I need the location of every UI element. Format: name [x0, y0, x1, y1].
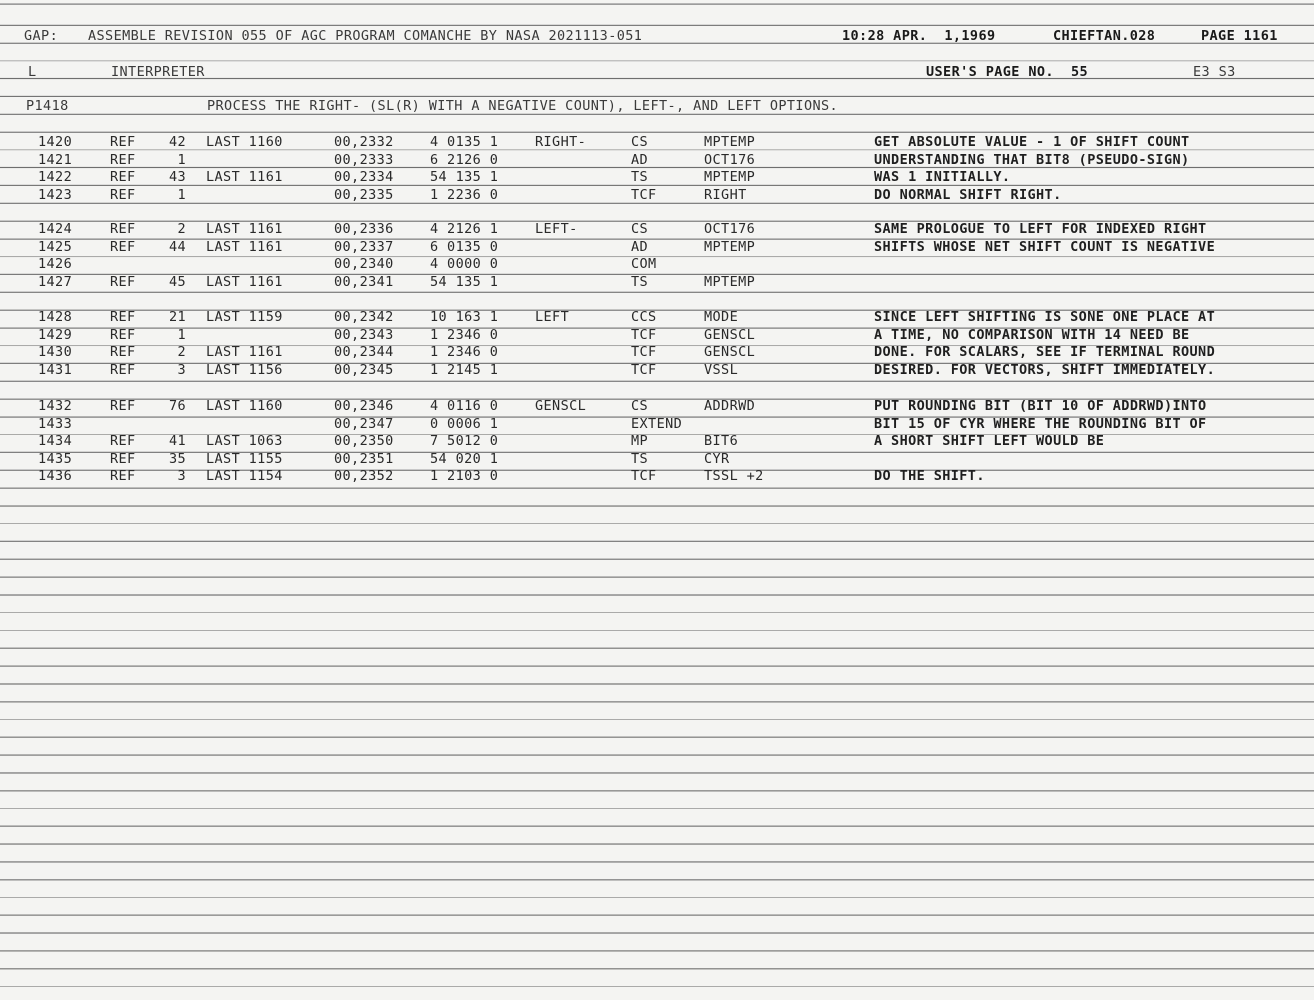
ref-count: 3 [177, 361, 186, 378]
line-number: 1433 [38, 415, 73, 432]
line-number: 1423 [38, 186, 73, 203]
header-page: PAGE 1161 [1201, 28, 1278, 44]
ref-label: REF [110, 450, 136, 467]
ref-label: REF [110, 134, 136, 150]
ref-count: 45 [168, 273, 186, 290]
ref-count: 1 [177, 186, 186, 203]
opcode: TCF [631, 326, 657, 343]
comment: WAS 1 INITIALLY. [874, 169, 1011, 186]
last-ref: LAST 1161 [206, 344, 283, 361]
line-number: 1431 [38, 361, 73, 378]
operand: MPTEMP [704, 169, 756, 186]
operand: VSSL [704, 361, 739, 378]
listing-row [0, 397, 1314, 415]
octal-code: 4 0116 0 [430, 398, 499, 414]
line-number: 1424 [38, 221, 73, 237]
comment: SINCE LEFT SHIFTING IS SONE ONE PLACE AT [874, 309, 1216, 325]
listing-row [0, 343, 1314, 361]
address: 00,2340 [334, 256, 394, 273]
address: 00,2342 [334, 309, 394, 325]
ref-label: REF [110, 344, 136, 361]
ref-label: REF [110, 273, 136, 290]
octal-code: 1 2103 0 [430, 468, 499, 485]
listing-row [0, 467, 1314, 485]
ref-count: 44 [168, 238, 186, 255]
opcode: AD [631, 238, 649, 255]
operand: OCT176 [704, 151, 756, 168]
address: 00,2346 [334, 398, 394, 414]
ref-count: 2 [177, 221, 186, 237]
section-codes: E3 S3 [1193, 64, 1236, 80]
opcode: TCF [631, 361, 657, 378]
ref-count: 43 [168, 169, 186, 186]
octal-code: 4 0135 1 [430, 134, 499, 150]
address: 00,2344 [334, 344, 394, 361]
listing-row [0, 186, 1314, 204]
listing-row [0, 326, 1314, 344]
ref-label: REF [110, 238, 136, 255]
listing-row [0, 432, 1314, 450]
last-ref: LAST 1161 [206, 238, 283, 255]
comment: A SHORT SHIFT LEFT WOULD BE [874, 433, 1105, 450]
address: 00,2351 [334, 450, 394, 467]
opcode: COM [631, 256, 657, 273]
opcode: EXTEND [631, 415, 683, 432]
listing-row [0, 308, 1314, 326]
octal-code: 54 020 1 [430, 450, 499, 467]
octal-code: 6 2126 0 [430, 151, 499, 168]
line-number: 1426 [38, 256, 73, 273]
symbol-label: LEFT [535, 309, 570, 325]
users-page: USER'S PAGE NO. 55 [926, 64, 1089, 80]
ref-count: 3 [177, 468, 186, 485]
comment: GET ABSOLUTE VALUE - 1 OF SHIFT COUNT [874, 134, 1190, 150]
octal-code: 54 135 1 [430, 273, 499, 290]
comment: UNDERSTANDING THAT BIT8 (PSEUDO-SIGN) [874, 151, 1190, 168]
header-row [0, 27, 1314, 45]
operand: ADDRWD [704, 398, 756, 414]
listing-row [0, 450, 1314, 468]
listing-row [0, 133, 1314, 151]
operand: CYR [704, 450, 730, 467]
ref-count: 35 [168, 450, 186, 467]
ref-label: REF [110, 186, 136, 203]
section-name: INTERPRETER [111, 64, 205, 80]
operand: BIT6 [704, 433, 739, 450]
opcode: CCS [631, 309, 657, 325]
last-ref: LAST 1156 [206, 361, 283, 378]
line-number: 1427 [38, 273, 73, 290]
line-number: 1435 [38, 450, 73, 467]
last-ref: LAST 1155 [206, 450, 283, 467]
address: 00,2336 [334, 221, 394, 237]
comment: DESIRED. FOR VECTORS, SHIFT IMMEDIATELY. [874, 361, 1216, 378]
listing-row [0, 238, 1314, 256]
listing-row [0, 361, 1314, 379]
opcode: TCF [631, 468, 657, 485]
opcode: TS [631, 169, 649, 186]
header-title: ASSEMBLE REVISION 055 OF AGC PROGRAM COMANCHE BY NASA 2021113-051 [88, 28, 643, 44]
header-prefix: GAP: [24, 28, 59, 44]
listing-type: L [28, 64, 37, 80]
operand: MPTEMP [704, 273, 756, 290]
last-ref: LAST 1063 [206, 433, 283, 450]
octal-code: 1 2145 1 [430, 361, 499, 378]
last-ref: LAST 1161 [206, 169, 283, 186]
ref-count: 1 [177, 326, 186, 343]
listing-row [0, 168, 1314, 186]
ref-label: REF [110, 361, 136, 378]
line-number: 1422 [38, 169, 73, 186]
line-number: 1432 [38, 398, 73, 414]
address: 00,2343 [334, 326, 394, 343]
octal-code: 1 2346 0 [430, 344, 499, 361]
opcode: CS [631, 134, 649, 150]
operand: TSSL +2 [704, 468, 764, 485]
line-number: 1430 [38, 344, 73, 361]
intro-row [0, 97, 1314, 115]
octal-code: 7 5012 0 [430, 433, 499, 450]
address: 00,2345 [334, 361, 394, 378]
subheader-row [0, 63, 1314, 81]
address: 00,2335 [334, 186, 394, 203]
ref-label: REF [110, 309, 136, 325]
listing-row [0, 255, 1314, 273]
ref-count: 41 [168, 433, 186, 450]
comment: SHIFTS WHOSE NET SHIFT COUNT IS NEGATIVE [874, 238, 1216, 255]
opcode: MP [631, 433, 649, 450]
symbol-label: GENSCL [535, 398, 587, 414]
operand: MODE [704, 309, 739, 325]
octal-code: 10 163 1 [430, 309, 499, 325]
address: 00,2332 [334, 134, 394, 150]
operand: OCT176 [704, 221, 756, 237]
address: 00,2347 [334, 415, 394, 432]
ref-label: REF [110, 468, 136, 485]
octal-code: 54 135 1 [430, 169, 499, 186]
comment: BIT 15 OF CYR WHERE THE ROUNDING BIT OF [874, 415, 1207, 432]
ref-label: REF [110, 151, 136, 168]
operand: GENSCL [704, 326, 756, 343]
address: 00,2341 [334, 273, 394, 290]
octal-code: 4 2126 1 [430, 221, 499, 237]
listing-row [0, 273, 1314, 291]
ref-label: REF [110, 326, 136, 343]
last-ref: LAST 1161 [206, 221, 283, 237]
operand: RIGHT [704, 186, 747, 203]
opcode: AD [631, 151, 649, 168]
ref-count: 1 [177, 151, 186, 168]
comment: SAME PROLOGUE TO LEFT FOR INDEXED RIGHT [874, 221, 1207, 237]
comment: A TIME, NO COMPARISON WITH 14 NEED BE [874, 326, 1190, 343]
address: 00,2333 [334, 151, 394, 168]
header-time: 10:28 APR. 1,1969 [842, 28, 996, 44]
last-ref: LAST 1159 [206, 309, 283, 325]
line-number: 1429 [38, 326, 73, 343]
symbol-label: LEFT- [535, 221, 578, 237]
comment: PUT ROUNDING BIT (BIT 10 OF ADDRWD)INTO [874, 398, 1207, 414]
symbol-label: RIGHT- [535, 134, 587, 150]
opcode: TS [631, 273, 649, 290]
last-ref: LAST 1154 [206, 468, 283, 485]
octal-code: 1 2236 0 [430, 186, 499, 203]
ref-label: REF [110, 398, 136, 414]
last-ref: LAST 1160 [206, 398, 283, 414]
header-build: CHIEFTAN.028 [1053, 28, 1156, 44]
octal-code: 6 0135 0 [430, 238, 499, 255]
line-number: 1420 [38, 134, 73, 150]
line-number: 1434 [38, 433, 73, 450]
opcode: TS [631, 450, 649, 467]
last-ref: LAST 1160 [206, 134, 283, 150]
ref-count: 76 [168, 398, 186, 414]
operand: MPTEMP [704, 134, 756, 150]
last-ref: LAST 1161 [206, 273, 283, 290]
intro-text: PROCESS THE RIGHT- (SL(R) WITH A NEGATIVE COUNT), LEFT-, AND LEFT OPTIONS. [207, 98, 839, 114]
ref-count: 42 [168, 134, 186, 150]
ref-label: REF [110, 433, 136, 450]
line-number: 1421 [38, 151, 73, 168]
opcode: CS [631, 221, 649, 237]
operand: GENSCL [704, 344, 756, 361]
address: 00,2352 [334, 468, 394, 485]
ref-label: REF [110, 169, 136, 186]
address: 00,2350 [334, 433, 394, 450]
listing-row [0, 151, 1314, 169]
operand: MPTEMP [704, 238, 756, 255]
line-number: 1428 [38, 309, 73, 325]
opcode: TCF [631, 186, 657, 203]
address: 00,2334 [334, 169, 394, 186]
ref-label: REF [110, 221, 136, 237]
listing-row [0, 415, 1314, 433]
ref-count: 2 [177, 344, 186, 361]
intro-page-ref: P1418 [26, 98, 69, 114]
octal-code: 0 0006 1 [430, 415, 499, 432]
comment: DONE. FOR SCALARS, SEE IF TERMINAL ROUND [874, 344, 1216, 361]
opcode: TCF [631, 344, 657, 361]
octal-code: 4 0000 0 [430, 256, 499, 273]
listing-row [0, 220, 1314, 238]
line-number: 1425 [38, 238, 73, 255]
address: 00,2337 [334, 238, 394, 255]
comment: DO THE SHIFT. [874, 468, 985, 485]
ref-count: 21 [168, 309, 186, 325]
line-number: 1436 [38, 468, 73, 485]
comment: DO NORMAL SHIFT RIGHT. [874, 186, 1062, 203]
opcode: CS [631, 398, 649, 414]
octal-code: 1 2346 0 [430, 326, 499, 343]
